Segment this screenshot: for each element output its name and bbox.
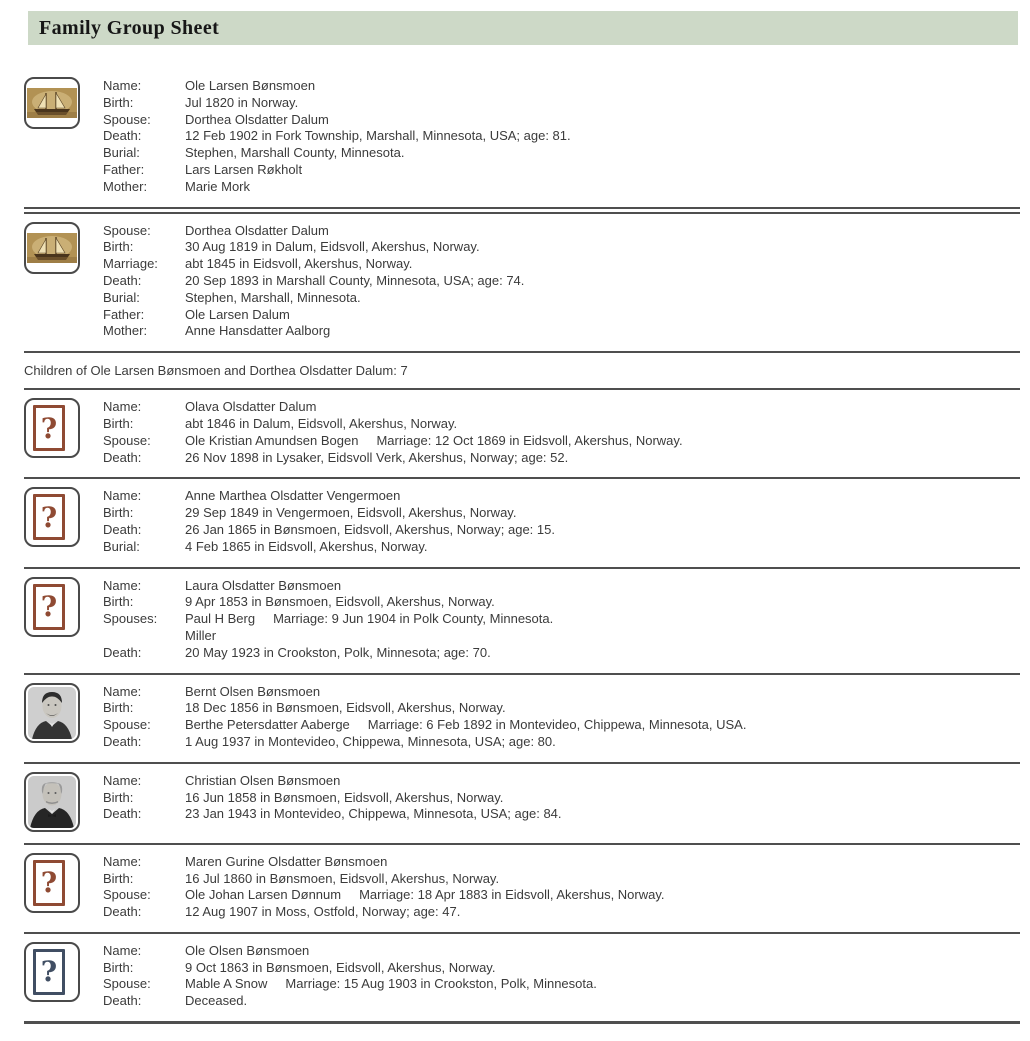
field-label: Birth: [103,505,134,521]
question-glyph: ? [33,405,65,451]
portrait-man-mustache-icon[interactable] [24,683,80,743]
field-label: Name: [103,772,142,788]
field-value: 29 Sep 1849 in Vengermoen, Eidsvoll, Akershus, Norway. [185,505,517,521]
marriage-info: Marriage: 9 Jun 1904 in Polk County, Minnesota. [273,611,554,627]
field-value: 20 Sep 1893 in Marshall County, Minnesota, USA; age: 74. [185,272,525,288]
field-value: Ole Larsen Bønsmoen [185,78,316,93]
record-fields [103,398,683,466]
record-row [103,539,555,556]
record-row [103,700,746,717]
field-label: Death: [103,993,142,1009]
field-label: Name: [103,853,142,869]
separator [24,207,1020,214]
record-row [103,993,597,1010]
record-fields [103,77,571,196]
field-value: Deceased. [185,993,248,1009]
question-mark-icon[interactable] [24,942,80,1002]
field-label: Name: [103,577,142,593]
person-record [24,764,1020,843]
field-value: Berthe Petersdatter Aaberge [185,717,350,733]
field-label: Father: [103,161,145,177]
record-row [103,239,524,256]
field-value: Anne Hansdatter Aalborg [185,323,331,339]
field-label: Death: [103,644,142,660]
record-row [103,95,571,112]
field-value: Lars Larsen Røkholt [185,161,303,177]
field-value: Ole Larsen Dalum [185,306,290,322]
field-label: Death: [103,733,142,749]
record-row [103,450,683,467]
record-row [103,960,597,977]
record-row [103,505,555,522]
question-mark-icon[interactable] [24,853,80,913]
field-value: Bernt Olsen Bønsmoen [185,683,321,699]
record-row [103,628,553,645]
record-row [103,578,553,595]
field-value: Anne Marthea Olsdatter Vengermoen [185,488,401,504]
ship-illustration [27,88,77,118]
record-row [103,806,562,823]
record-row [103,943,597,960]
field-value: Laura Olsdatter Bønsmoen [185,577,342,593]
field-value: abt 1846 in Dalum, Eidsvoll, Akershus, Norway. [185,415,458,431]
record-row [103,256,524,273]
record-row [103,323,524,340]
record-row [103,78,571,95]
field-label: Mother: [103,178,148,194]
field-value: 4 Feb 1865 in Eidsvoll, Akershus, Norway. [185,538,428,554]
record-row [103,594,553,611]
person-record [24,675,1020,762]
ship-illustration [27,233,77,263]
field-value: 20 May 1923 in Crookston, Polk, Minnesota; age: 70. [185,644,491,660]
field-value: Ole Kristian Amundsen Bogen [185,432,359,448]
field-label: Birth: [103,959,134,975]
thumbnail-column [24,77,80,129]
record-fields [103,222,524,341]
record-fields [103,772,562,823]
thumbnail-column [24,853,80,913]
record-row [103,717,746,734]
children-section [24,390,1020,1024]
field-label: Birth: [103,594,134,610]
field-label: Birth: [103,870,134,886]
record-row [103,773,562,790]
field-value: 23 Jan 1943 in Montevideo, Chippewa, Minnesota, USA; age: 84. [185,806,562,822]
field-label: Birth: [103,700,134,716]
page-title: Family Group Sheet [39,16,220,39]
field-value: Paul H Berg [185,611,256,627]
thumbnail-column [24,222,80,274]
field-label: Burial: [103,145,140,161]
field-value: Miller [185,627,217,643]
record-row [103,399,683,416]
record-row [103,307,524,324]
field-label: Death: [103,128,142,144]
field-label: Death: [103,806,142,822]
record-row [103,112,571,129]
field-value: Stephen, Marshall County, Minnesota. [185,145,405,161]
field-label: Birth: [103,789,134,805]
field-label [103,628,185,645]
record-row [103,416,683,433]
record-row [103,128,571,145]
field-value: 26 Nov 1898 in Lysaker, Eidsvoll Verk, Akershus, Norway; age: 52. [185,449,569,465]
field-label: Death: [103,272,142,288]
thumbnail-column [24,942,80,1002]
field-value: Ole Olsen Bønsmoen [185,942,310,958]
field-value: 16 Jun 1858 in Bønsmoen, Eidsvoll, Akershus, Norway. [185,789,504,805]
separator [24,1021,1020,1024]
field-value: Marie Mork [185,178,251,194]
field-label: Spouse: [103,222,151,238]
person-record [24,69,1020,207]
question-glyph: ? [33,860,65,906]
field-value: abt 1845 in Eidsvoll, Akershus, Norway. [185,256,413,272]
field-value: Jul 1820 in Norway. [185,94,299,110]
thumbnail-column [24,577,80,637]
field-label: Spouse: [103,111,151,127]
record-row [103,734,746,751]
question-glyph: ? [33,949,65,995]
person-record [24,569,1020,673]
record-row [103,162,571,179]
field-label: Mother: [103,323,148,339]
field-value: Dorthea Olsdatter Dalum [185,111,329,127]
record-fields [103,487,555,555]
children-header: Children of Ole Larsen Bønsmoen and Dorthea Olsdatter Dalum: 7 [24,363,408,379]
field-label: Spouse: [103,717,151,733]
field-value: Christian Olsen Bønsmoen [185,772,341,788]
question-glyph: ? [33,494,65,540]
field-label: Spouse: [103,887,151,903]
person-record [24,390,1020,477]
portrait-photo [28,687,76,739]
portrait-photo [28,776,76,828]
marriage-info: Marriage: 18 Apr 1883 in Eidsvoll, Akershus, Norway. [359,887,665,903]
person-record [24,479,1020,566]
record-row [103,433,683,450]
person-record [24,934,1020,1021]
record-fields [103,577,553,662]
field-label: Death: [103,521,142,537]
field-label: Father: [103,306,145,322]
record-row [103,488,555,505]
thumbnail-column [24,772,80,832]
person-record [24,214,1020,352]
ship-photo-icon[interactable] [24,77,80,129]
field-label: Spouses: [103,611,158,627]
field-value: Dorthea Olsdatter Dalum [185,222,329,238]
question-glyph: ? [33,584,65,630]
record-fields [103,853,665,921]
field-value: Ole Johan Larsen Dønnum [185,887,342,903]
field-label: Birth: [103,94,134,110]
field-label: Name: [103,78,142,93]
field-label: Birth: [103,239,134,255]
field-label: Name: [103,683,142,699]
record-fields [103,942,597,1010]
record-row [103,976,597,993]
field-label: Death: [103,449,142,465]
ship-photo-icon[interactable] [24,222,80,274]
field-value: Maren Gurine Olsdatter Bønsmoen [185,853,388,869]
record-row [103,290,524,307]
page-title-bar [28,11,1018,45]
record-fields [103,683,746,751]
field-label: Marriage: [103,256,158,272]
field-value: 1 Aug 1937 in Montevideo, Chippewa, Minnesota, USA; age: 80. [185,733,556,749]
field-label: Spouse: [103,432,151,448]
record-row [103,145,571,162]
marriage-info: Marriage: 15 Aug 1903 in Crookston, Polk, Minnesota. [285,976,597,992]
question-mark-icon[interactable] [24,398,80,458]
field-label: Burial: [103,289,140,305]
record-row [103,223,524,240]
person-record [24,845,1020,932]
field-label: Name: [103,399,142,415]
portrait-elderly-man-icon[interactable] [24,772,80,832]
field-value: Mable A Snow [185,976,268,992]
record-row [103,887,665,904]
report-content [24,45,1020,1024]
family-group-sheet-page [0,11,1030,1041]
thumbnail-column [24,683,80,743]
record-row [103,904,665,921]
record-row [103,871,665,888]
record-row [103,273,524,290]
field-value: 18 Dec 1856 in Bønsmoen, Eidsvoll, Akershus, Norway. [185,700,506,716]
question-mark-icon[interactable] [24,487,80,547]
field-value: 9 Apr 1853 in Bønsmoen, Eidsvoll, Akershus, Norway. [185,594,495,610]
marriage-info: Marriage: 12 Oct 1869 in Eidsvoll, Akershus, Norway. [376,432,683,448]
field-label: Birth: [103,415,134,431]
question-mark-icon[interactable] [24,577,80,637]
thumbnail-column [24,398,80,458]
record-row [103,611,553,628]
marriage-info: Marriage: 6 Feb 1892 in Montevideo, Chippewa, Minnesota, USA. [367,717,747,733]
record-row [103,179,571,196]
parents-section [24,45,1020,351]
field-label: Name: [103,488,142,504]
record-row [103,790,562,807]
field-value: Stephen, Marshall, Minnesota. [185,289,361,305]
field-label: Burial: [103,538,140,554]
field-value: 26 Jan 1865 in Bønsmoen, Eidsvoll, Akershus, Norway; age: 15. [185,521,555,537]
record-row [103,854,665,871]
field-value: 12 Aug 1907 in Moss, Ostfold, Norway; age: 47. [185,904,461,920]
field-value: 9 Oct 1863 in Bønsmoen, Eidsvoll, Akershus, Norway. [185,959,496,975]
field-label: Name: [103,942,142,958]
field-value: Olava Olsdatter Dalum [185,399,317,415]
portrait-illustration [28,776,76,828]
field-value: 30 Aug 1819 in Dalum, Eidsvoll, Akershus, Norway. [185,239,480,255]
field-value: 12 Feb 1902 in Fork Township, Marshall, Minnesota, USA; age: 81. [185,128,571,144]
portrait-illustration [28,687,76,739]
record-row [103,645,553,662]
record-row [103,522,555,539]
field-label: Death: [103,904,142,920]
thumbnail-column [24,487,80,547]
field-value: 16 Jul 1860 in Bønsmoen, Eidsvoll, Akershus, Norway. [185,870,500,886]
field-label: Spouse: [103,976,151,992]
record-row [103,684,746,701]
